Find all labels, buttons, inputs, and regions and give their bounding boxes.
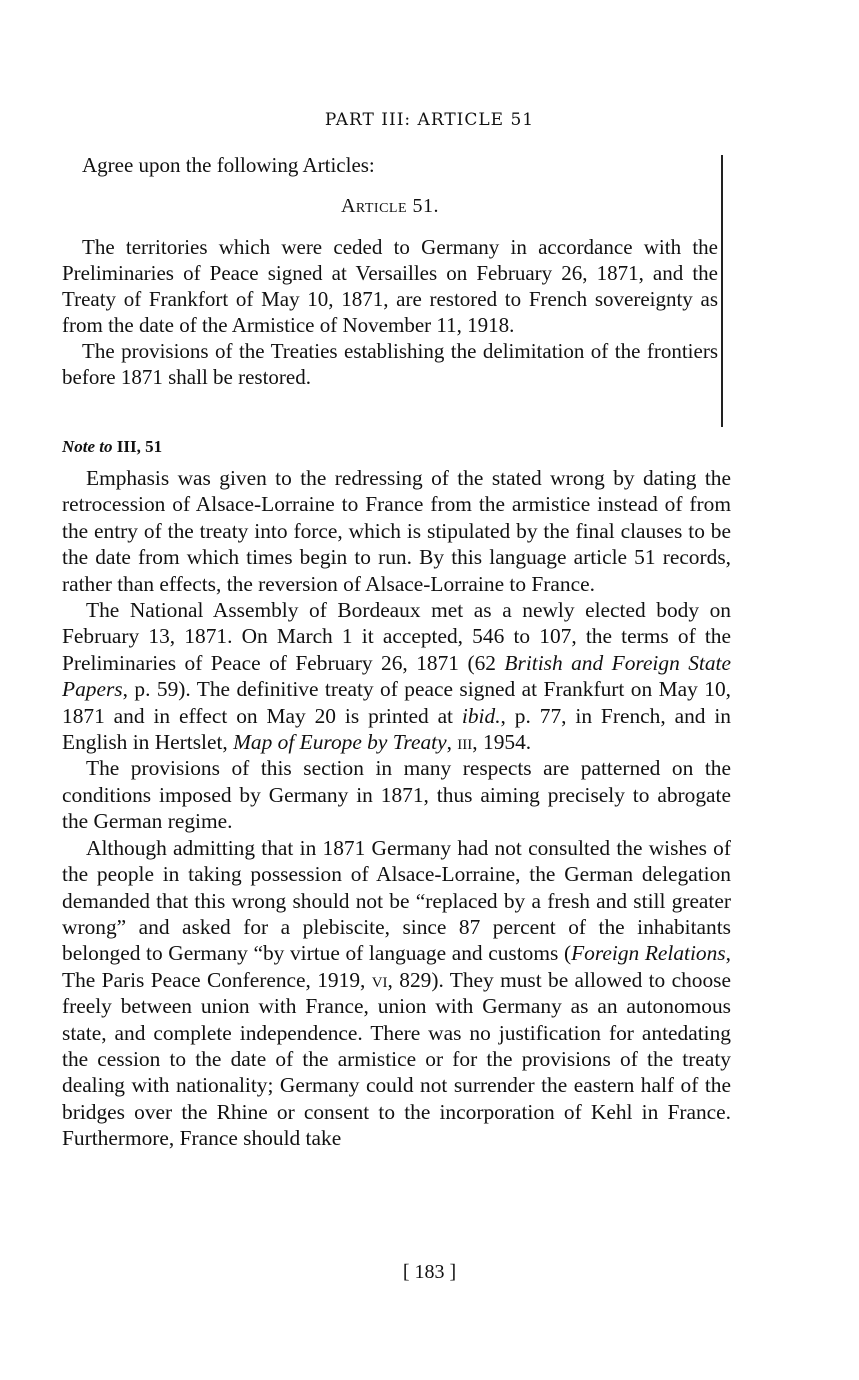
note-paragraph-1: Emphasis was given to the redressing of the stated wrong by dating the retrocession of Alsace-Lorraine to France from the armistice instead of from the entry of the treaty into force, which is stipulated by the final clauses to be the date from which times begin to run. By this language article 51 records, rather than effects, the reversion of Alsace-Lorraine to France. [62,466,731,596]
volume-number: vi [371,967,388,992]
text-run: , [446,730,458,755]
article-paragraph-1: The territories which were ceded to Germany in accordance with the Preliminaries of Peace signed at Versailles on February 26, 1871, and the Treaty of Frankfort of May 10, 1871, are restored to French sovereignty as from the date of the Armistice of November 11, 1918. [62,235,718,337]
text-run: , 1954. [472,730,532,755]
article-prefix: Article [340,195,408,217]
text-run: , p. 59). The definitive treaty of peace signed at Frankfurt on May 10, 1871 and in effect on May 20 is printed at [62,677,731,728]
volume-number: iii [457,730,473,755]
note-paragraph-3: The provisions of this section in many respects are patterned on the conditions imposed by Germany in 1871, thus aiming precisely to abrogate the German regime. [62,756,731,834]
treaty-text [62,152,718,390]
note-paragraph-2 [62,597,731,755]
note-heading [62,437,162,457]
text-run: , p. 77, in French, and in English in Hertslet, [62,703,732,755]
text-run: Although admitting that in 1871 Germany had not consulted the wishes of the people in taking possession of Alsace-Lorraine, the German delegation demanded that this wrong should not be “replaced by a fresh and still greater wrong” and asked for a plebiscite, since 87 percent of the inhabitants belonged to Germany “by virtue of language and customs ( [62,835,731,966]
running-head: PART III: ARTICLE 51 [324,110,535,130]
sidebar-rule [721,155,723,427]
citation-ibid: ibid. [461,703,501,728]
note-heading-italic: Note to [62,437,113,456]
article-number: 51. [412,195,440,217]
article-heading [62,195,718,218]
preamble: Agree upon the following Articles: [82,153,375,177]
note-paragraph-4 [62,835,731,1152]
note-heading-ref: III, 51 [116,437,163,456]
citation-title: Map of Europe by Treaty [233,730,447,755]
citation-title: British and Foreign State Papers [62,650,731,702]
note-body [62,465,731,1152]
citation-title: Foreign Relations [571,941,726,966]
text-run: , 829). They must be allowed to choose freely between union with France, union with Germany as an autonomous state, and complete independence. There was no justification for antedating the cession to the date of the armistice or for the provisions of the treaty dealing with nationality; Germany could not surrender the eastern half of the bridges over the Rhine or consent to the incorporation of Kehl in France. Furthermore, France should take [62,967,731,1151]
text-run: , The Paris Peace Conference, 1919, [62,941,731,992]
article-paragraph-2: The provisions of the Treaties establishing the delimitation of the frontiers before 1871 shall be restored. [62,339,718,389]
text-run: The National Assembly of Bordeaux met as a newly elected body on February 13, 1871. On March 1 it accepted, 546 to 107, the terms of the Preliminaries of Peace of February 26, 1871 (62 [62,598,731,675]
page-number: [ 183 ] [402,1261,457,1283]
